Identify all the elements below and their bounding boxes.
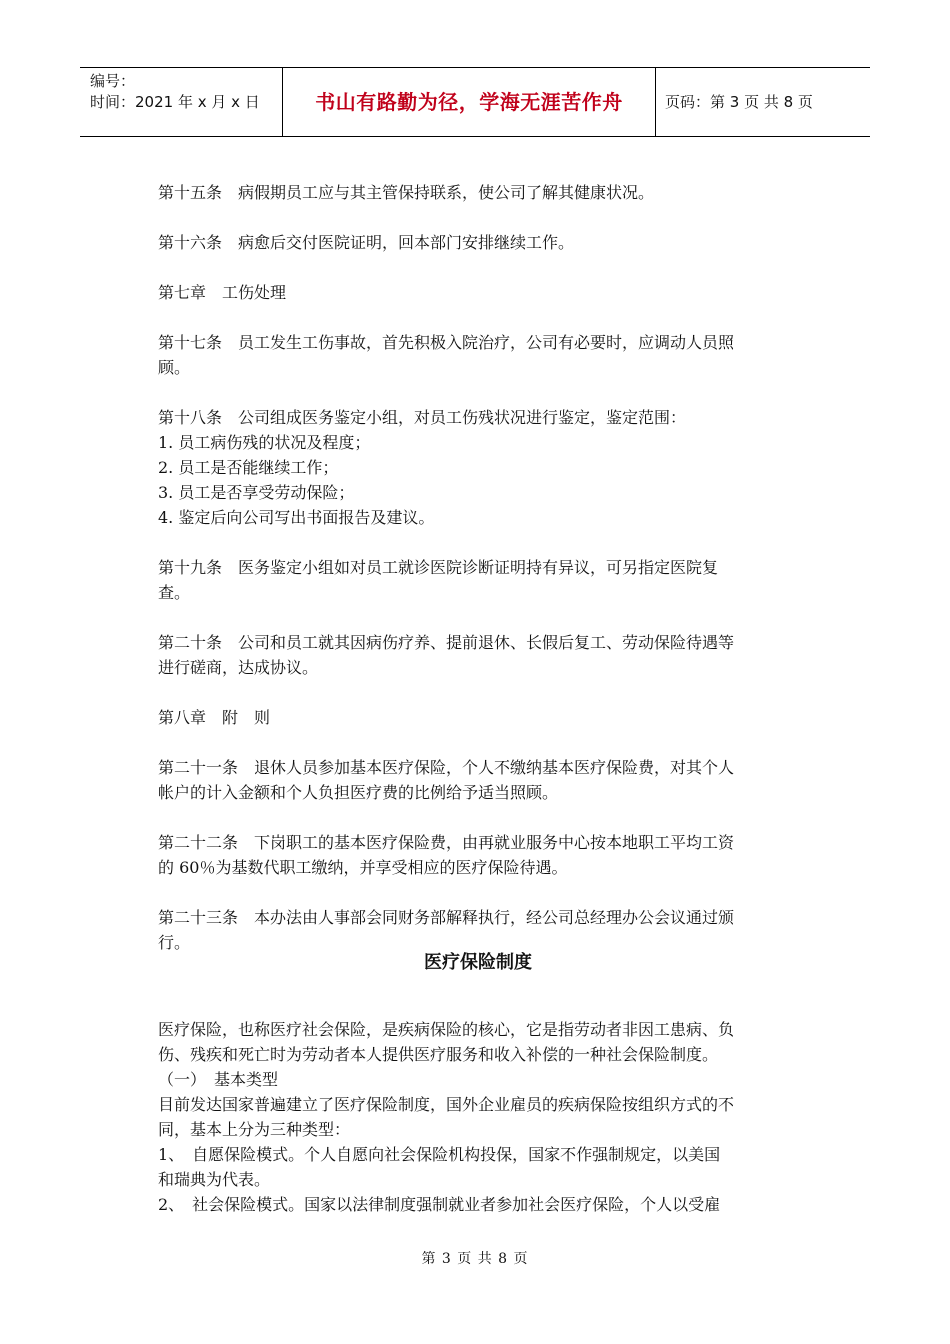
chapter-8-heading: 第八章 附 则 [158, 708, 271, 727]
type-2-line-1: 2、 社会保险模式。国家以法律制度强制就业者参加社会医疗保险，个人以受雇 [158, 1195, 721, 1214]
section-title: 医疗保险制度 [424, 952, 532, 973]
article-17-line-2: 顾。 [158, 358, 191, 377]
article-18-item-4: 4. 鉴定后向公司写出书面报告及建议。 [158, 508, 435, 527]
article-20-line-2: 进行磋商，达成协议。 [158, 658, 319, 677]
article-23-line-2: 行。 [158, 933, 191, 952]
article-18-item-3: 3. 员工是否享受劳动保险； [158, 483, 355, 502]
article-17-line-1: 第十七条 员工发生工伤事故，首先积极入院治疗，公司有必要时，应调动人员照 [158, 333, 735, 352]
intro-line-2: 伤、残疾和死亡时为劳动者本人提供医疗服务和收入补偿的一种社会保险制度。 [158, 1045, 719, 1064]
header-table [80, 67, 870, 137]
article-16: 第十六条 病愈后交付医院证明，回本部门安排继续工作。 [158, 233, 575, 252]
header-page-number: 页码：第 3 页 共 8 页 [665, 93, 813, 111]
chapter-7-heading: 第七章 工伤处理 [158, 283, 287, 302]
type-1-line-1: 1、 自愿保险模式。个人自愿向社会保险机构投保，国家不作强制规定，以美国 [158, 1145, 721, 1164]
type-1-line-2: 和瑞典为代表。 [158, 1170, 271, 1189]
article-18-item-1: 1. 员工病伤残的状况及程度； [158, 433, 371, 452]
article-22-line-1: 第二十二条 下岗职工的基本医疗保险费，由再就业服务中心按本地职工平均工资 [158, 833, 735, 852]
intro-line-1: 医疗保险，也称医疗社会保险，是疾病保险的核心，它是指劳动者非因工患病、负 [158, 1020, 735, 1039]
types-line-1: 目前发达国家普遍建立了医疗保险制度，国外企业雇员的疾病保险按组织方式的不 [158, 1095, 735, 1114]
article-18: 第十八条 公司组成医务鉴定小组，对员工伤残状况进行鉴定，鉴定范围： [158, 408, 687, 427]
article-18-item-2: 2. 员工是否能继续工作； [158, 458, 339, 477]
header-meta-cell [80, 68, 283, 136]
article-19-line-1: 第十九条 医务鉴定小组如对员工就诊医院诊断证明持有异议，可另指定医院复 [158, 558, 719, 577]
serial-label: 编号： [90, 72, 136, 90]
date-label: 时间：2021 年 x 月 x 日 [90, 93, 260, 111]
article-21-line-2: 帐户的计入金额和个人负担医疗费的比例给予适当照顾。 [158, 783, 559, 802]
article-23-line-1: 第二十三条 本办法由人事部会同财务部解释执行，经公司总经理办公会议通过颁 [158, 908, 735, 927]
article-19-line-2: 查。 [158, 583, 191, 602]
document-body [158, 180, 798, 1217]
subsection-heading: （一） 基本类型 [158, 1070, 279, 1089]
article-21-line-1: 第二十一条 退休人员参加基本医疗保险，个人不缴纳基本医疗保险费，对其个人 [158, 758, 735, 777]
article-20-line-1: 第二十条 公司和员工就其因病伤疗养、提前退休、长假后复工、劳动保险待遇等 [158, 633, 735, 652]
page-footer: 第 3 页 共 8 页 [421, 1251, 529, 1267]
article-22-line-2: 的 60％为基数代职工缴纳，并享受相应的医疗保险待遇。 [158, 858, 568, 877]
types-line-2: 同，基本上分为三种类型： [158, 1120, 351, 1139]
header-motto: 书山有路勤为径，学海无涯苦作舟 [283, 68, 656, 136]
article-15: 第十五条 病假期员工应与其主管保持联系，使公司了解其健康状况。 [158, 183, 655, 202]
